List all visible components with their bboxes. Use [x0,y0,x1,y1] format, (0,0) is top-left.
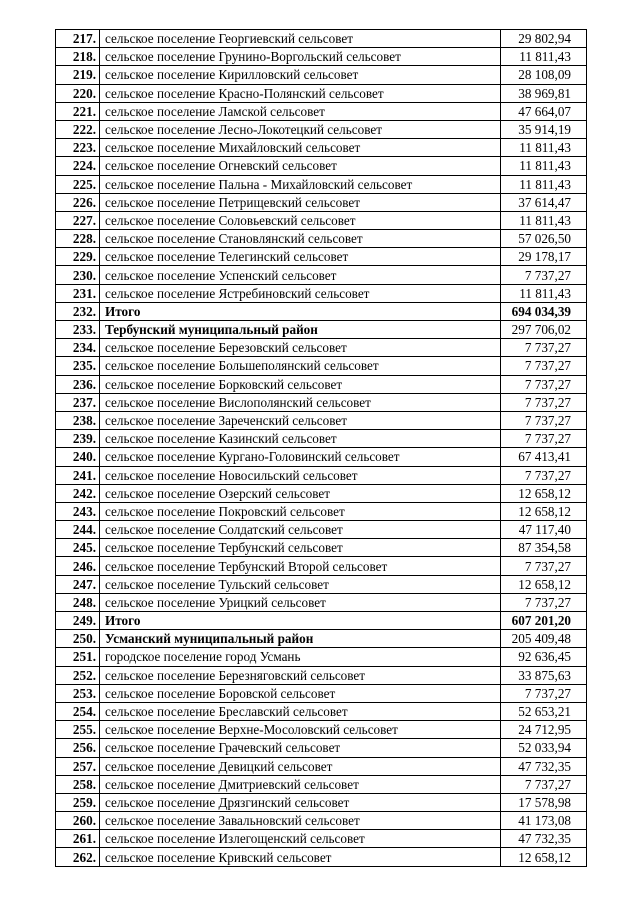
row-number: 258. [56,775,100,793]
table-row [56,521,587,539]
table-row [56,339,587,357]
table-row [56,48,587,66]
row-name: сельское поселение Боровской сельсовет [100,684,501,702]
table-row [56,739,587,757]
row-name: сельское поселение Красно-Полянский сельсовет [100,84,501,102]
row-name: сельское поселение Вислополянский сельсовет [100,393,501,411]
row-number: 245. [56,539,100,557]
row-name: сельское поселение Грачевский сельсовет [100,739,501,757]
row-number: 256. [56,739,100,757]
row-number: 246. [56,557,100,575]
row-name: сельское поселение Кирилловский сельсовет [100,66,501,84]
row-name: сельское поселение Телегинский сельсовет [100,248,501,266]
row-number: 262. [56,848,100,866]
row-value: 607 201,20 [501,612,587,630]
table-row [56,448,587,466]
row-number: 255. [56,721,100,739]
table-row [56,593,587,611]
row-name: сельское поселение Озерский сельсовет [100,484,501,502]
row-number: 242. [56,484,100,502]
table-row [56,430,587,448]
row-value: 47 732,35 [501,757,587,775]
row-name: сельское поселение Зареченский сельсовет [100,411,501,429]
row-number: 249. [56,612,100,630]
row-value: 87 354,58 [501,539,587,557]
table-row [56,120,587,138]
row-name: сельское поселение Тульский сельсовет [100,575,501,593]
table-row [56,139,587,157]
row-name: сельское поселение Верхне-Мосоловский сельсовет [100,721,501,739]
row-value: 7 737,27 [501,375,587,393]
row-value: 38 969,81 [501,84,587,102]
row-name: сельское поселение Девицкий сельсовет [100,757,501,775]
row-value: 12 658,12 [501,484,587,502]
row-name: сельское поселение Урицкий сельсовет [100,593,501,611]
row-number: 232. [56,302,100,320]
table-row [56,793,587,811]
row-number: 236. [56,375,100,393]
table-row [56,230,587,248]
row-name: городское поселение город Усмань [100,648,501,666]
row-value: 7 737,27 [501,684,587,702]
row-value: 7 737,27 [501,357,587,375]
row-name: сельское поселение Ламской сельсовет [100,102,501,120]
table-row [56,357,587,375]
row-value: 67 413,41 [501,448,587,466]
table-row [56,466,587,484]
row-name: сельское поселение Тербунский сельсовет [100,539,501,557]
row-number: 218. [56,48,100,66]
row-number: 259. [56,793,100,811]
row-value: 29 802,94 [501,30,587,48]
row-value: 33 875,63 [501,666,587,684]
row-number: 241. [56,466,100,484]
table-row [56,193,587,211]
row-value: 37 614,47 [501,193,587,211]
row-name: сельское поселение Кривский сельсовет [100,848,501,866]
row-value: 11 811,43 [501,175,587,193]
row-name: Итого [100,612,501,630]
row-value: 41 173,08 [501,812,587,830]
row-name: сельское поселение Кургано-Головинский сельсовет [100,448,501,466]
row-value: 11 811,43 [501,284,587,302]
table-row [56,211,587,229]
row-number: 226. [56,193,100,211]
row-name: сельское поселение Успенский сельсовет [100,266,501,284]
row-number: 251. [56,648,100,666]
table-row [56,66,587,84]
table-row [56,812,587,830]
table-row [56,830,587,848]
row-name: Усманский муниципальный район [100,630,501,648]
row-name: сельское поселение Большеполянский сельсовет [100,357,501,375]
row-value: 205 409,48 [501,630,587,648]
row-value: 24 712,95 [501,721,587,739]
row-number: 228. [56,230,100,248]
table-row [56,666,587,684]
row-name: сельское поселение Солдатский сельсовет [100,521,501,539]
row-name: сельское поселение Дмитриевский сельсовет [100,775,501,793]
row-name: Итого [100,302,501,320]
row-value: 11 811,43 [501,48,587,66]
row-number: 254. [56,702,100,720]
row-name: сельское поселение Пальна - Михайловский сельсовет [100,175,501,193]
row-value: 29 178,17 [501,248,587,266]
row-number: 247. [56,575,100,593]
row-value: 7 737,27 [501,775,587,793]
row-name: сельское поселение Становлянский сельсовет [100,230,501,248]
row-value: 52 653,21 [501,702,587,720]
table-row [56,30,587,48]
table-row [56,630,587,648]
table-row [56,575,587,593]
table-row [56,175,587,193]
row-value: 7 737,27 [501,593,587,611]
row-number: 257. [56,757,100,775]
row-value: 7 737,27 [501,339,587,357]
row-number: 235. [56,357,100,375]
row-value: 7 737,27 [501,393,587,411]
table-row [56,302,587,320]
row-name: сельское поселение Грунино-Воргольский сельсовет [100,48,501,66]
row-value: 7 737,27 [501,466,587,484]
row-name: сельское поселение Березняговский сельсовет [100,666,501,684]
row-value: 52 033,94 [501,739,587,757]
row-value: 35 914,19 [501,120,587,138]
row-number: 223. [56,139,100,157]
row-name: сельское поселение Березовский сельсовет [100,339,501,357]
row-number: 227. [56,211,100,229]
row-name: сельское поселение Завальновский сельсовет [100,812,501,830]
table-row [56,102,587,120]
row-number: 221. [56,102,100,120]
table-row [56,248,587,266]
table-row [56,84,587,102]
row-value: 11 811,43 [501,211,587,229]
row-number: 252. [56,666,100,684]
row-number: 233. [56,321,100,339]
row-name: сельское поселение Бреславский сельсовет [100,702,501,720]
row-value: 297 706,02 [501,321,587,339]
row-name: сельское поселение Новосильский сельсовет [100,466,501,484]
row-number: 224. [56,157,100,175]
row-number: 230. [56,266,100,284]
data-table [55,29,587,867]
row-number: 231. [56,284,100,302]
row-value: 92 636,45 [501,648,587,666]
row-value: 12 658,12 [501,575,587,593]
row-value: 11 811,43 [501,157,587,175]
table-row [56,393,587,411]
row-number: 237. [56,393,100,411]
table-row [56,848,587,866]
table-row [56,321,587,339]
row-name: сельское поселение Ястребиновский сельсовет [100,284,501,302]
row-number: 225. [56,175,100,193]
row-number: 234. [56,339,100,357]
row-value: 7 737,27 [501,557,587,575]
row-name: сельское поселение Тербунский Второй сельсовет [100,557,501,575]
row-value: 28 108,09 [501,66,587,84]
row-value: 7 737,27 [501,411,587,429]
table-row [56,375,587,393]
row-number: 220. [56,84,100,102]
table-row [56,702,587,720]
row-name: сельское поселение Георгиевский сельсовет [100,30,501,48]
table-row [56,157,587,175]
table-row [56,411,587,429]
row-number: 260. [56,812,100,830]
row-value: 12 658,12 [501,502,587,520]
row-number: 222. [56,120,100,138]
row-name: сельское поселение Огневский сельсовет [100,157,501,175]
row-value: 7 737,27 [501,266,587,284]
row-name: сельское поселение Михайловский сельсовет [100,139,501,157]
row-name: сельское поселение Лесно-Локотецкий сельсовет [100,120,501,138]
row-value: 57 026,50 [501,230,587,248]
row-name: сельское поселение Борковский сельсовет [100,375,501,393]
row-number: 229. [56,248,100,266]
row-value: 47 732,35 [501,830,587,848]
row-value: 11 811,43 [501,139,587,157]
row-number: 239. [56,430,100,448]
row-number: 243. [56,502,100,520]
table-row [56,284,587,302]
row-value: 47 117,40 [501,521,587,539]
row-name: сельское поселение Покровский сельсовет [100,502,501,520]
table-row [56,484,587,502]
row-number: 238. [56,411,100,429]
row-name: сельское поселение Излегощенский сельсовет [100,830,501,848]
row-name: сельское поселение Дрязгинский сельсовет [100,793,501,811]
row-value: 17 578,98 [501,793,587,811]
table-row [56,557,587,575]
table-row [56,775,587,793]
table-row [56,502,587,520]
row-value: 7 737,27 [501,430,587,448]
table-row [56,266,587,284]
row-name: сельское поселение Казинский сельсовет [100,430,501,448]
row-number: 217. [56,30,100,48]
table-row [56,648,587,666]
row-number: 240. [56,448,100,466]
row-name: сельское поселение Петрищевский сельсовет [100,193,501,211]
row-value: 47 664,07 [501,102,587,120]
row-name: Тербунский муниципальный район [100,321,501,339]
row-number: 250. [56,630,100,648]
row-number: 219. [56,66,100,84]
row-number: 244. [56,521,100,539]
table-body [56,30,587,867]
row-number: 253. [56,684,100,702]
table-row [56,721,587,739]
row-number: 261. [56,830,100,848]
table-row [56,612,587,630]
row-name: сельское поселение Соловьевский сельсовет [100,211,501,229]
row-value: 12 658,12 [501,848,587,866]
table-row [56,684,587,702]
table-row [56,757,587,775]
row-value: 694 034,39 [501,302,587,320]
table-row [56,539,587,557]
row-number: 248. [56,593,100,611]
